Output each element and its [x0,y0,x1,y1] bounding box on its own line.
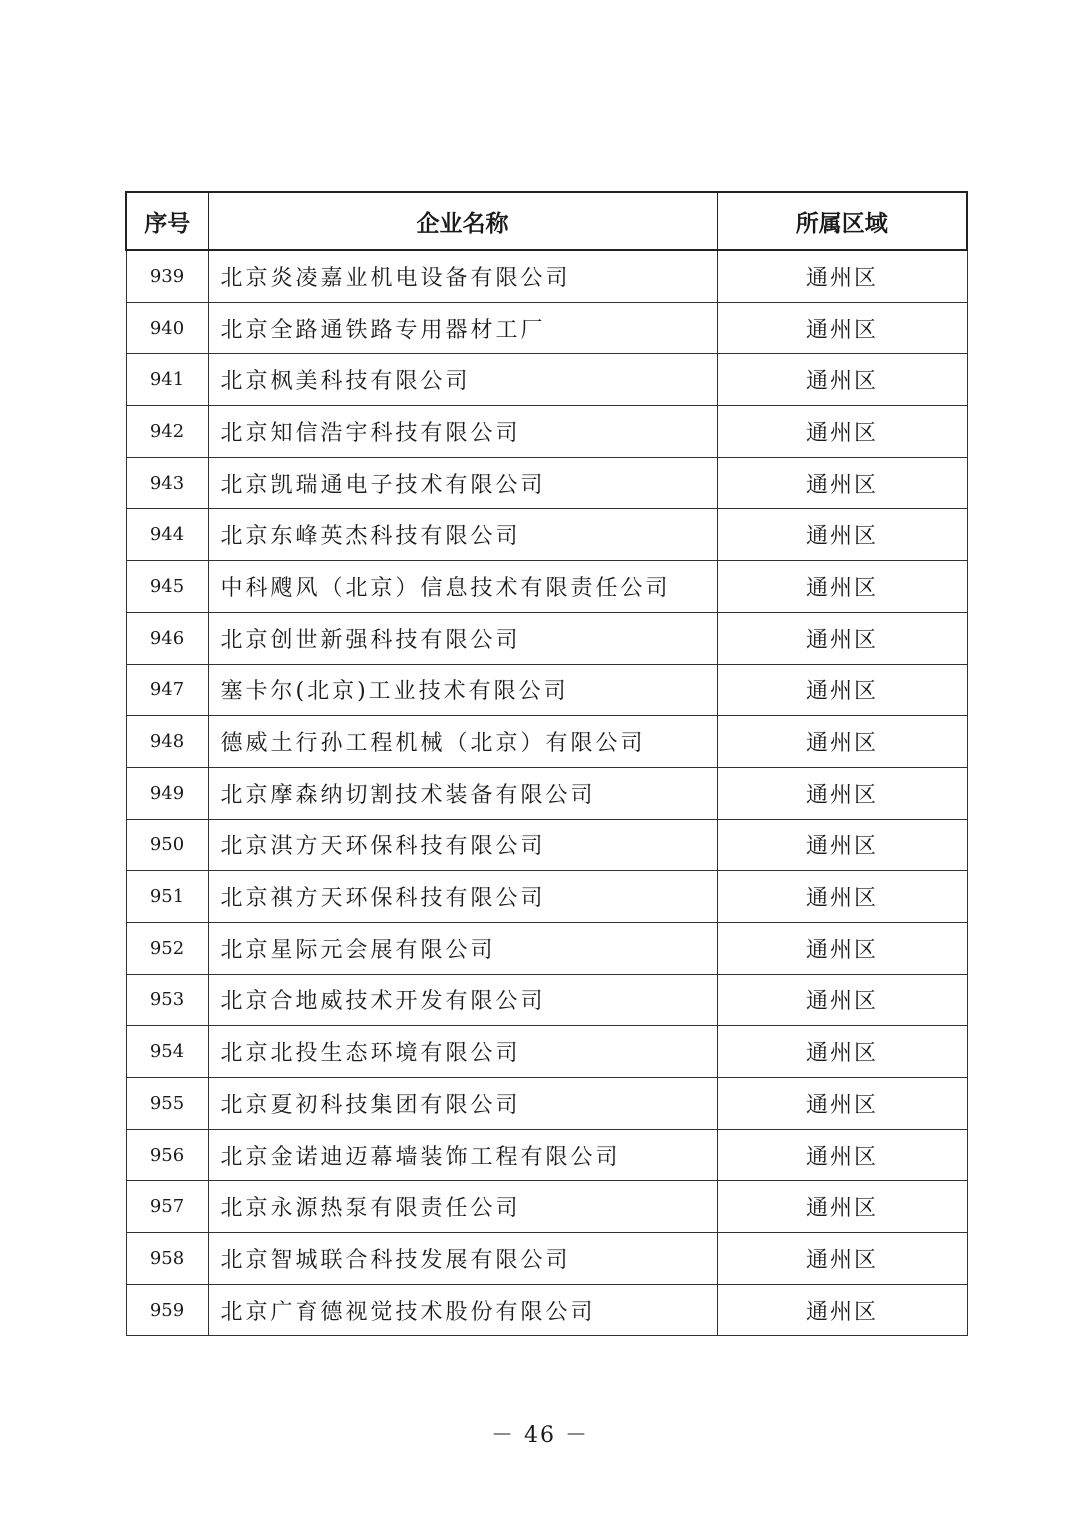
table-row [126,871,967,923]
table-header-row [126,192,967,250]
table-row [126,664,967,716]
company-name-cell: 北京炎凌嘉业机电设备有限公司 [208,250,717,302]
serial-number-cell: 939 [126,250,208,302]
company-name-cell: 北京摩森纳切割技术装备有限公司 [208,767,717,819]
serial-number-cell: 951 [126,871,208,923]
company-name-cell: 北京永源热泵有限责任公司 [208,1181,717,1233]
serial-number-cell: 943 [126,457,208,509]
district-cell: 通州区 [717,974,967,1026]
serial-number-cell: 956 [126,1129,208,1181]
company-name-cell: 德威土行孙工程机械（北京）有限公司 [208,716,717,768]
table-row [126,922,967,974]
serial-number-cell: 950 [126,819,208,871]
company-name-cell: 北京北投生态环境有限公司 [208,1026,717,1078]
district-cell: 通州区 [717,509,967,561]
table-row [126,406,967,458]
district-cell: 通州区 [717,612,967,664]
table-row [126,716,967,768]
district-cell: 通州区 [717,561,967,613]
district-cell: 通州区 [717,819,967,871]
serial-number-cell: 954 [126,1026,208,1078]
company-list-table [125,191,968,1336]
serial-number-cell: 942 [126,406,208,458]
company-name-cell: 北京金诺迪迈幕墙装饰工程有限公司 [208,1129,717,1181]
district-cell: 通州区 [717,250,967,302]
company-name-cell: 北京凯瑞通电子技术有限公司 [208,457,717,509]
district-cell: 通州区 [717,457,967,509]
serial-number-cell: 958 [126,1233,208,1285]
serial-number-cell: 952 [126,922,208,974]
table-row [126,457,967,509]
serial-number-cell: 953 [126,974,208,1026]
table-row [126,1129,967,1181]
district-cell: 通州区 [717,1078,967,1130]
district-cell: 通州区 [717,1233,967,1285]
serial-number-cell: 945 [126,561,208,613]
company-name-cell: 北京广育德视觉技术股份有限公司 [208,1284,717,1336]
table-row [126,1233,967,1285]
serial-number-cell: 955 [126,1078,208,1130]
company-name-cell: 北京知信浩宇科技有限公司 [208,406,717,458]
district-cell: 通州区 [717,922,967,974]
district-cell: 通州区 [717,1129,967,1181]
header-district: 所属区域 [717,192,967,250]
company-name-cell: 北京淇方天环保科技有限公司 [208,819,717,871]
company-name-cell: 北京全路通铁路专用器材工厂 [208,302,717,354]
district-cell: 通州区 [717,1026,967,1078]
header-company-name: 企业名称 [208,192,717,250]
table-body [126,250,967,1336]
table-row [126,1078,967,1130]
header-serial-number: 序号 [126,192,208,250]
district-cell: 通州区 [717,354,967,406]
district-cell: 通州区 [717,871,967,923]
table-row [126,354,967,406]
serial-number-cell: 959 [126,1284,208,1336]
table-row [126,1181,967,1233]
table-row [126,1284,967,1336]
district-cell: 通州区 [717,1181,967,1233]
district-cell: 通州区 [717,1284,967,1336]
serial-number-cell: 940 [126,302,208,354]
table-row [126,767,967,819]
table-row [126,819,967,871]
district-cell: 通州区 [717,716,967,768]
company-name-cell: 中科飕风（北京）信息技术有限责任公司 [208,561,717,613]
company-name-cell: 北京智城联合科技发展有限公司 [208,1233,717,1285]
table-row [126,561,967,613]
company-name-cell: 北京祺方天环保科技有限公司 [208,871,717,923]
company-name-cell: 北京星际元会展有限公司 [208,922,717,974]
serial-number-cell: 946 [126,612,208,664]
table-row [126,509,967,561]
serial-number-cell: 948 [126,716,208,768]
table-row [126,250,967,302]
serial-number-cell: 949 [126,767,208,819]
district-cell: 通州区 [717,406,967,458]
company-name-cell: 塞卡尔(北京)工业技术有限公司 [208,664,717,716]
company-name-cell: 北京东峰英杰科技有限公司 [208,509,717,561]
serial-number-cell: 947 [126,664,208,716]
serial-number-cell: 944 [126,509,208,561]
company-name-cell: 北京枫美科技有限公司 [208,354,717,406]
district-cell: 通州区 [717,664,967,716]
table-row [126,1026,967,1078]
page-number: － 46 － [491,1423,589,1448]
district-cell: 通州区 [717,767,967,819]
serial-number-cell: 941 [126,354,208,406]
company-name-cell: 北京合地威技术开发有限公司 [208,974,717,1026]
table-row [126,302,967,354]
table-row [126,974,967,1026]
company-name-cell: 北京夏初科技集团有限公司 [208,1078,717,1130]
district-cell: 通州区 [717,302,967,354]
table-row [126,612,967,664]
company-name-cell: 北京创世新强科技有限公司 [208,612,717,664]
serial-number-cell: 957 [126,1181,208,1233]
